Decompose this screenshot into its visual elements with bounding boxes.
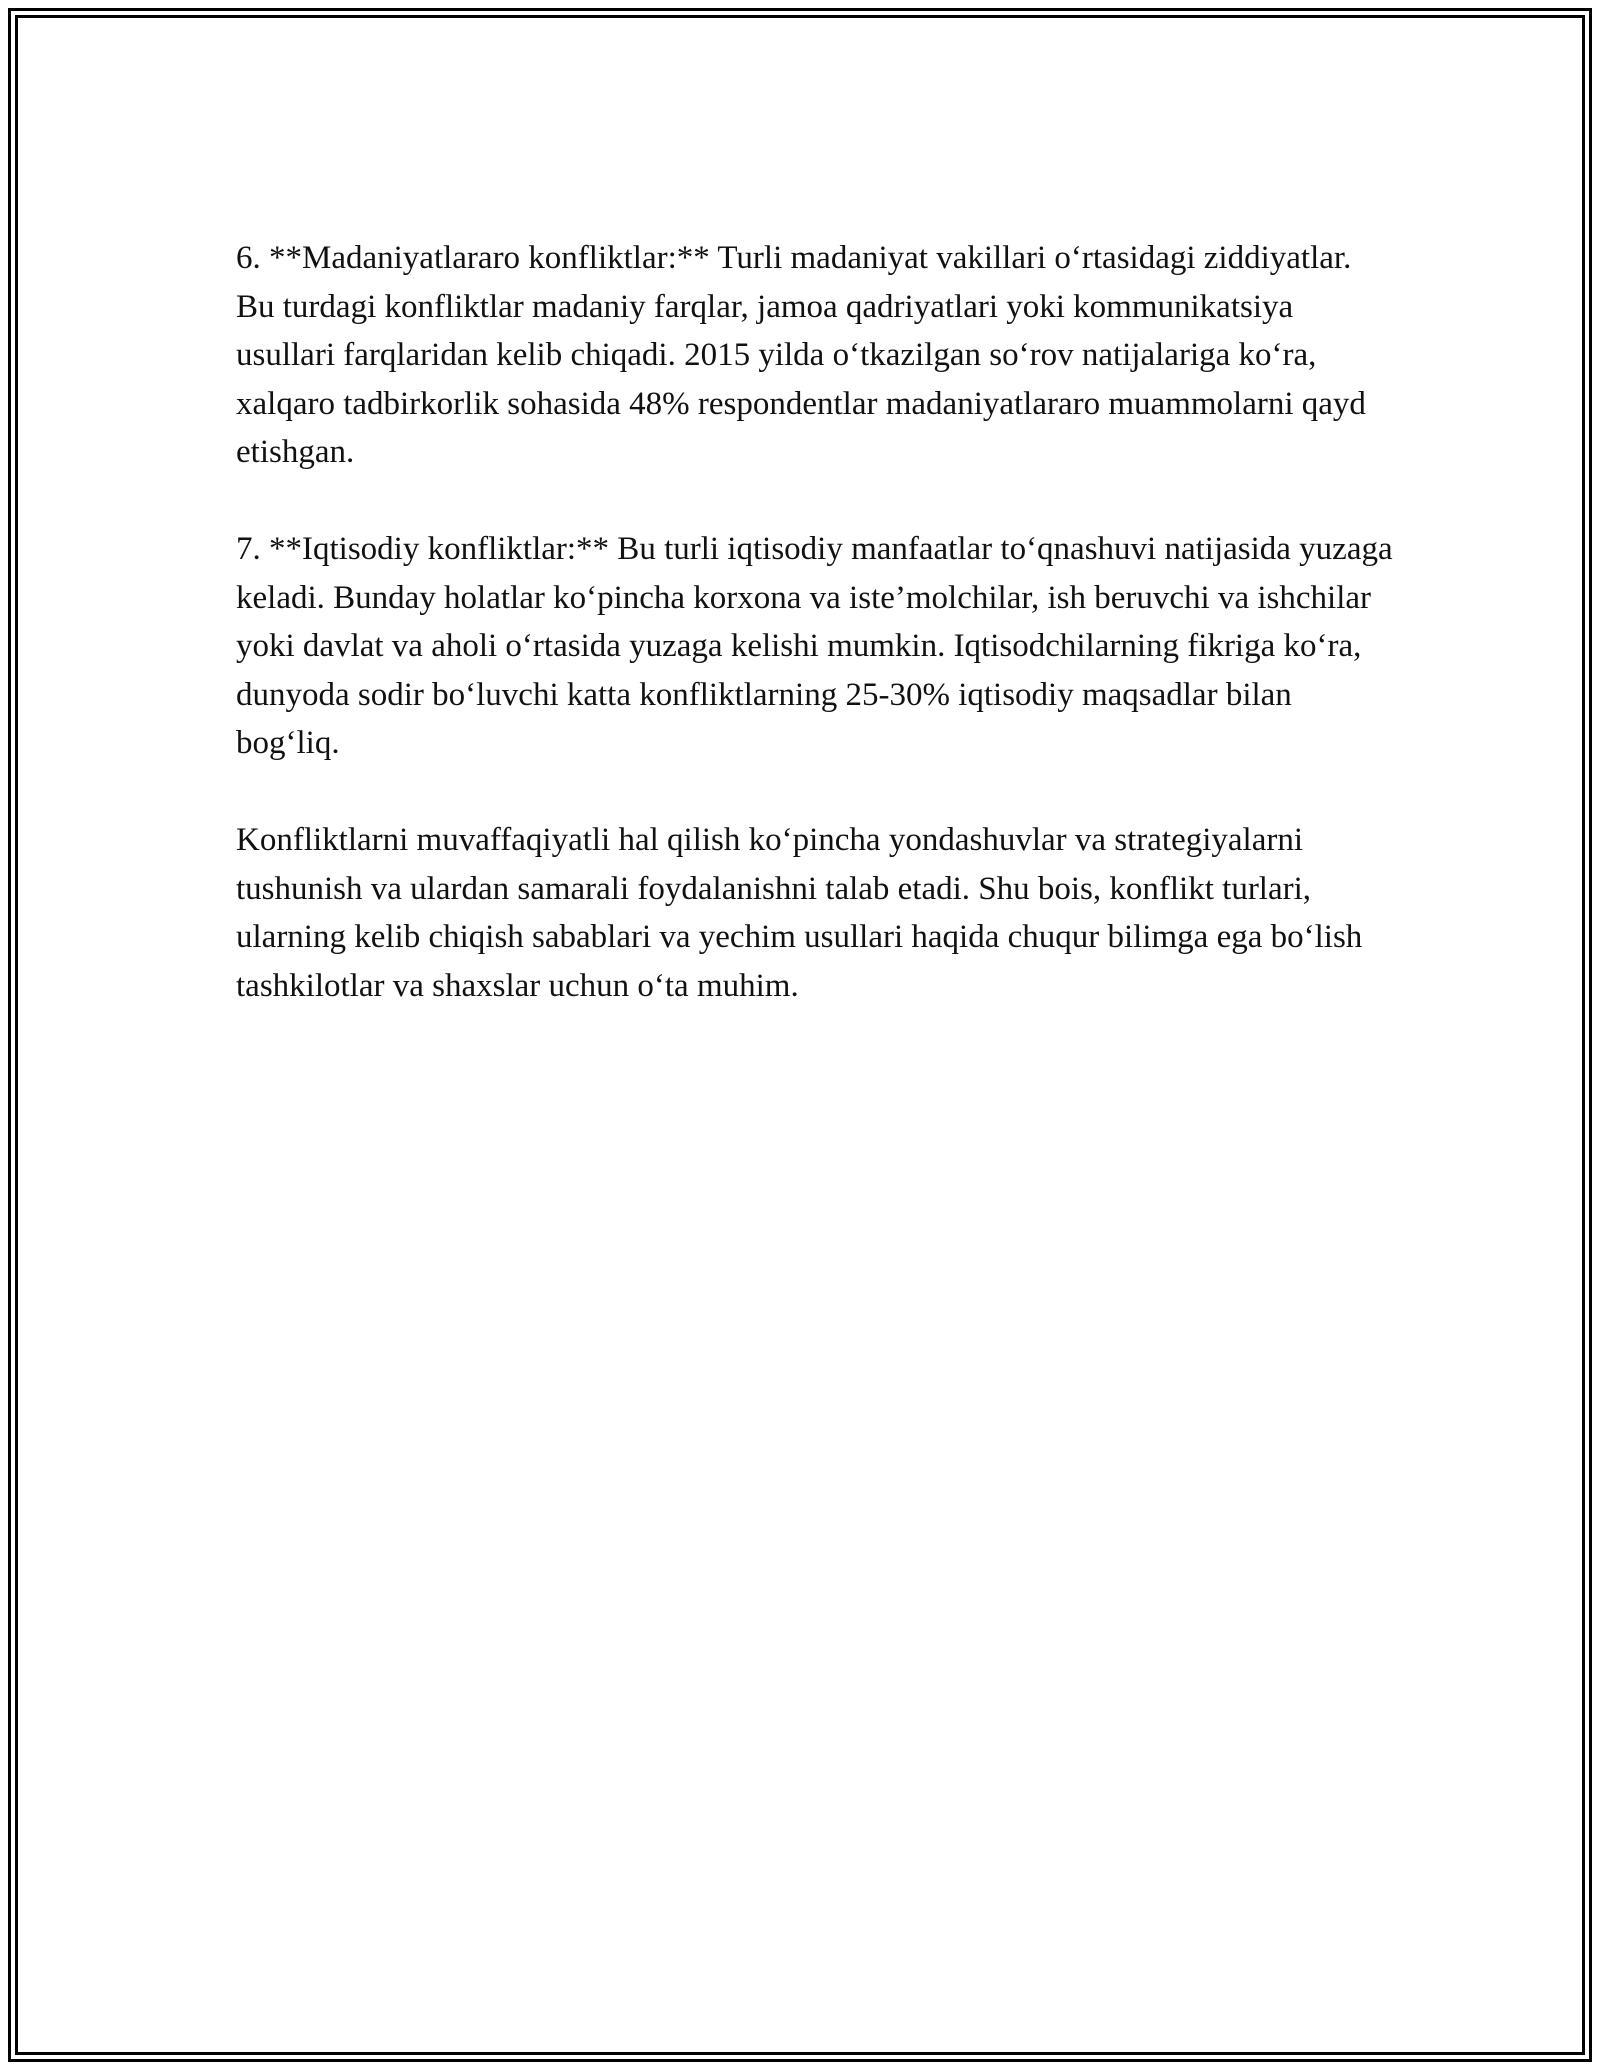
- document-body: [236, 234, 1396, 1059]
- paragraph-cultural-conflicts: 6. **Madaniyatlararo konfliktlar:** Turli madaniyat vakillari o‘rtasidagi ziddiyatlar. Bu turdagi konfliktlar madaniy farqlar, jamoa qadriyatlari yoki kommunikatsiya usullari farqlaridan kelib chiqadi. 2015 yilda o‘tkazilgan so‘rov natijalariga ko‘ra, xalqaro tadbirkorlik sohasida 48% respondentlar madaniyatlararo muammolarni qayd etishgan.: [236, 240, 1366, 470]
- paragraph-economic-conflicts: 7. **Iqtisodiy konfliktlar:** Bu turli iqtisodiy manfaatlar to‘qnashuvi natijasida yuzaga keladi. Bunday holatlar ko‘pincha korxona va iste’molchilar, ish beruvchi va ishchilar yoki davlat va aholi o‘rtasida yuzaga kelishi mumkin. Iqtisodchilarning fikriga ko‘ra, dunyoda sodir bo‘luvchi katta konfliktlarning 25-30% iqtisodiy maqsadlar bilan bog‘liq.: [236, 531, 1393, 761]
- paragraph-conclusion: Konfliktlarni muvaffaqiyatli hal qilish ko‘pincha yondashuvlar va strategiyalarni tushunish va ulardan samarali foydalanishni talab etadi. Shu bois, konflikt turlari, ularning kelib chiqish sabablari va yechim usullari haqida chuqur bilimga ega bo‘lish tashkilotlar va shaxslar uchun o‘ta muhim.: [236, 822, 1363, 1004]
